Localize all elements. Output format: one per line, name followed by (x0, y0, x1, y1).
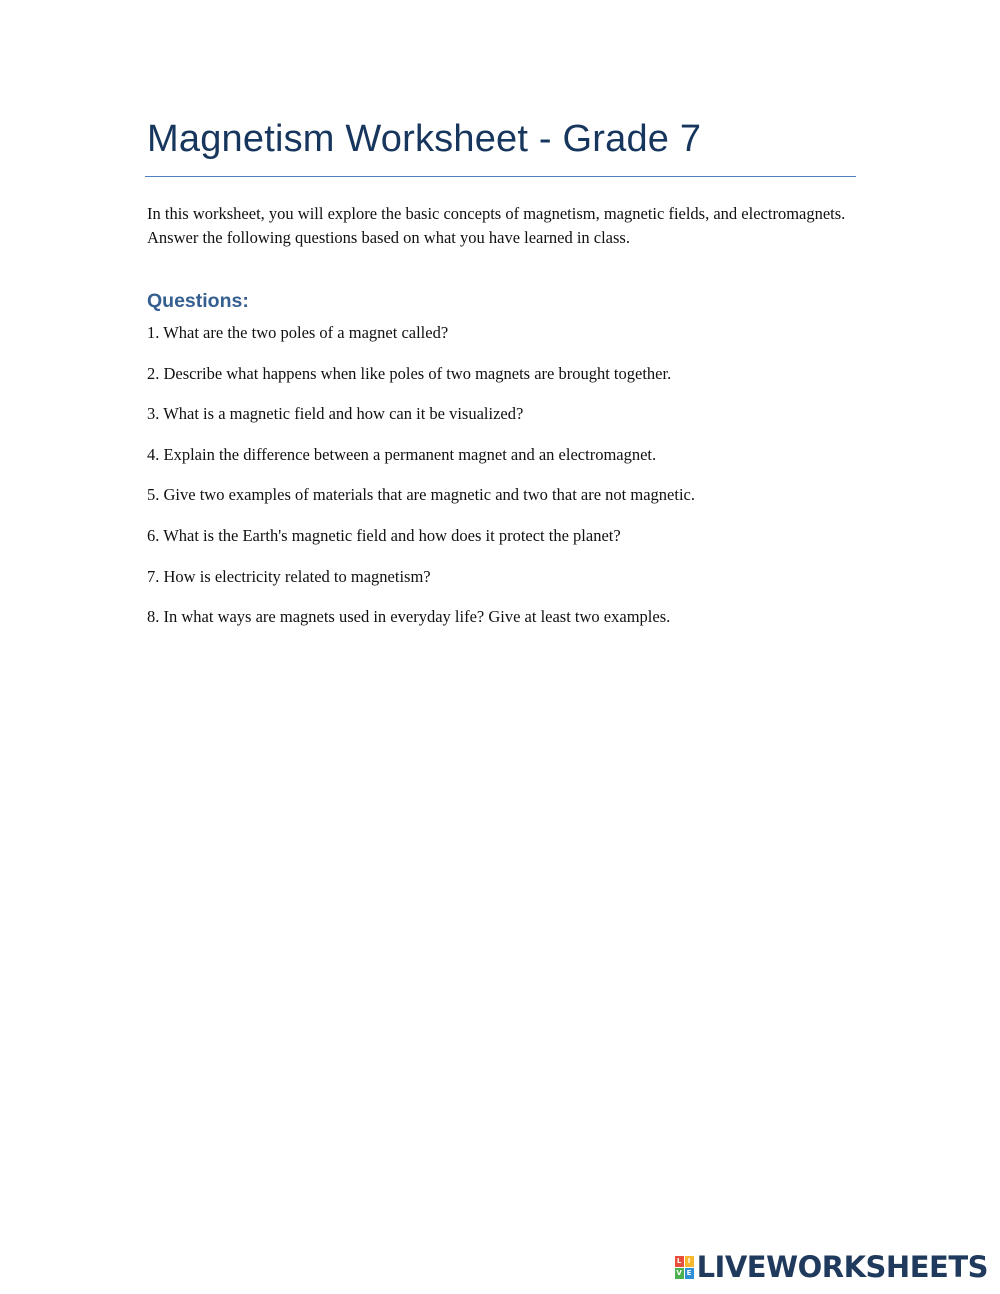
question-8: 8. In what ways are magnets used in everyday life? Give at least two examples. (147, 607, 671, 627)
logo-block-i: I (685, 1256, 694, 1267)
logo-block-v: V (676, 1269, 682, 1277)
question-2: 2. Describe what happens when like poles of two magnets are brought together. (147, 363, 672, 383)
logo-block-l: L (675, 1256, 684, 1267)
intro-paragraph: In this worksheet, you will explore the basic concepts of magnetism, magnetic fields, and electromagnets. Answer the following questions based on what you have learned in class. (147, 204, 846, 247)
question-7: 7. How is electricity related to magnetism? (147, 566, 431, 586)
question-3: 3. What is a magnetic field and how can it be visualized? (147, 404, 524, 424)
logo-wordmark: LIVEWORKSHEETS (696, 1250, 988, 1284)
question-6: 6. What is the Earth's magnetic field and how does it protect the planet? (147, 525, 621, 545)
question-4: 4. Explain the difference between a permanent magnet and an electromagnet. (147, 444, 657, 464)
title-divider (145, 176, 856, 177)
liveworksheets-logo[interactable] (675, 1250, 988, 1284)
question-1: 1. What are the two poles of a magnet called? (147, 323, 449, 342)
question-5: 5. Give two examples of materials that are magnetic and two that are not magnetic. (147, 485, 695, 505)
page-title: Magnetism Worksheet - Grade 7 (147, 118, 702, 160)
questions-heading: Questions: (147, 290, 249, 312)
logo-block-e: E (685, 1268, 694, 1279)
question-list (147, 321, 867, 646)
logo-mark-icon (675, 1256, 694, 1279)
